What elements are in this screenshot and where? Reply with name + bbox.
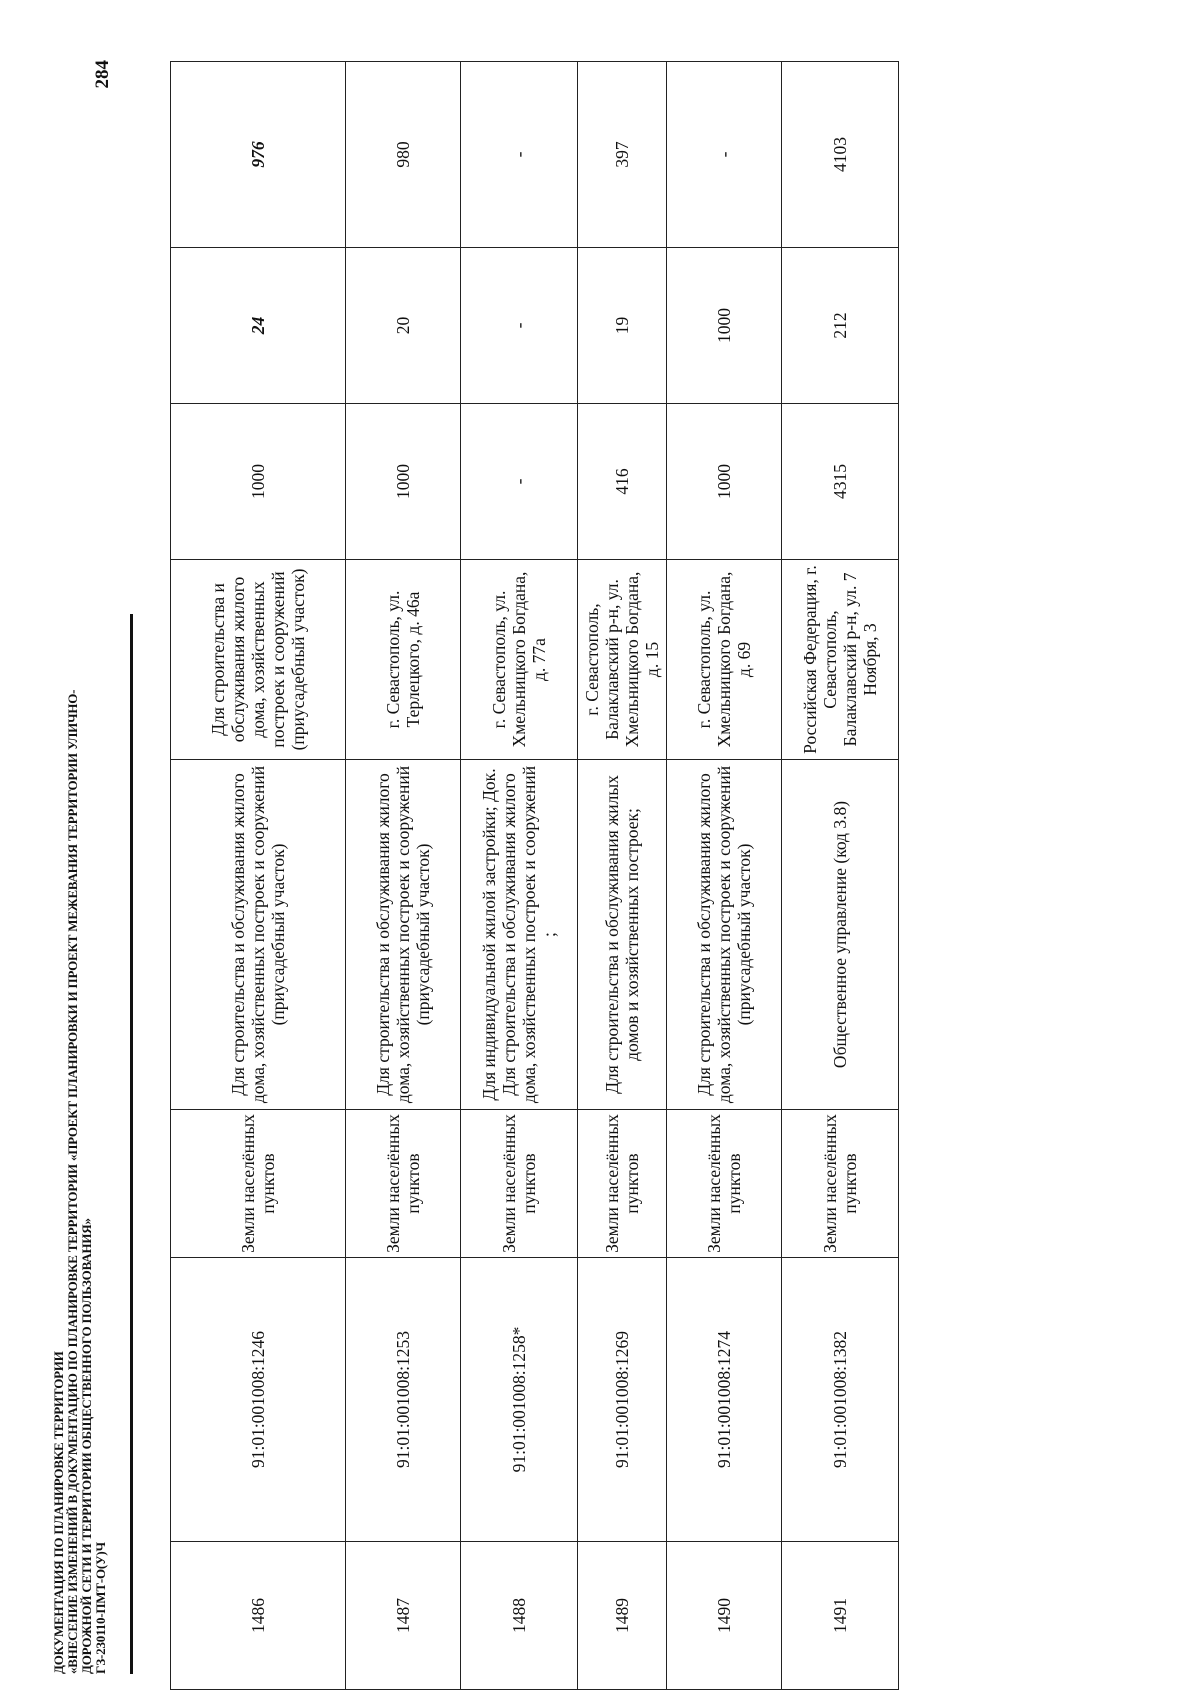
- cell-land-category: Земли населённых пунктов: [578, 1110, 667, 1258]
- cell-area-part: 212: [782, 248, 899, 404]
- cell-area-total: 1000: [667, 404, 782, 560]
- cell-number: 1486: [171, 1542, 346, 1690]
- cell-cadastral-number: 91:01:001008:1269: [578, 1258, 667, 1542]
- cell-address: г. Севастополь, ул. Терлецкого, д. 46а: [346, 560, 461, 760]
- cell-address: Для строительства и обслуживания жилого дома, хозяйственных построек и сооружений (приусадебный участок): [171, 560, 346, 760]
- cell-area-total: 1000: [171, 404, 346, 560]
- cell-number: 1488: [461, 1542, 578, 1690]
- cell-address: г. Севастополь, Балаклавский р-н, ул. Хмельницкого Богдана, д. 15: [578, 560, 667, 760]
- cell-area-remaining: 4103: [782, 62, 899, 248]
- cell-cadastral-number: 91:01:001008:1258*: [461, 1258, 578, 1542]
- table-row: [171, 62, 346, 1690]
- table-row: [578, 62, 667, 1690]
- cell-area-part: 20: [346, 248, 461, 404]
- cell-area-remaining: 397: [578, 62, 667, 248]
- table-row: [667, 62, 782, 1690]
- cell-area-total: 4315: [782, 404, 899, 560]
- header-line-4: ГЗ-230110-ПМТ-О(У)Ч: [93, 1542, 108, 1674]
- cell-address: г. Севастополь, ул. Хмельницкого Богдана, д. 69: [667, 560, 782, 760]
- cell-land-category: Земли населённых пунктов: [782, 1110, 899, 1258]
- cell-permitted-use: Для строительства и обслуживания жилых домов и хозяйственных построек;: [578, 760, 667, 1110]
- cell-cadastral-number: 91:01:001008:1253: [346, 1258, 461, 1542]
- cell-number: 1487: [346, 1542, 461, 1690]
- cell-cadastral-number: 91:01:001008:1274: [667, 1258, 782, 1542]
- cell-area-total: 416: [578, 404, 667, 560]
- cell-number: 1490: [667, 1542, 782, 1690]
- cell-permitted-use: Для индивидуальной жилой застройки; Док. Для строительства и обслуживания жилого дома, хозяйственных построек и сооружений ;: [461, 760, 578, 1110]
- page-number: 284: [92, 60, 113, 89]
- header-line-3: ДОРОЖНОЙ СЕТИ И ТЕРРИТОРИИ ОБЩЕСТВЕННОГО ПОЛЬЗОВАНИЯ»: [79, 1218, 94, 1674]
- cell-area-remaining: 980: [346, 62, 461, 248]
- cell-area-part: 24: [171, 248, 346, 404]
- cell-land-category: Земли населённых пунктов: [667, 1110, 782, 1258]
- cell-land-category: Земли населённых пунктов: [461, 1110, 578, 1258]
- table-row: [346, 62, 461, 1690]
- land-plot-table: [170, 61, 899, 1690]
- cell-address: Российская Федерация, г. Севастополь, Балаклавский р-н, ул. 7 Ноября, 3: [782, 560, 899, 760]
- cell-number: 1489: [578, 1542, 667, 1690]
- header-line-2: «ВНЕСЕНИЕ ИЗМЕНЕНИЙ В ДОКУМЕНТАЦИЮ ПО ПЛАНИРОВКЕ ТЕРРИТОРИИ «ПРОЕКТ ПЛАНИРОВКИ И ПРОЕКТ МЕЖЕВАНИЯ ТЕРРИТОРИИ УЛИЧНО-: [65, 689, 80, 1674]
- table-row: [782, 62, 899, 1690]
- cell-area-total: 1000: [346, 404, 461, 560]
- cell-area-part: 19: [578, 248, 667, 404]
- cell-permitted-use: Для строительства и обслуживания жилого дома, хозяйственных построек и сооружений (приусадебный участок): [667, 760, 782, 1110]
- cell-area-remaining: -: [461, 62, 578, 248]
- header-line-1: ДОКУМЕНТАЦИЯ ПО ПЛАНИРОВКЕ ТЕРРИТОРИИ: [51, 1351, 66, 1674]
- cell-area-part: -: [461, 248, 578, 404]
- cell-area-remaining: 976: [171, 62, 346, 248]
- cell-area-remaining: -: [667, 62, 782, 248]
- cell-address: г. Севастополь, ул. Хмельницкого Богдана, д. 77а: [461, 560, 578, 760]
- cell-permitted-use: Для строительства и обслуживания жилого дома, хозяйственных построек и сооружений (приусадебный участок): [346, 760, 461, 1110]
- cell-number: 1491: [782, 1542, 899, 1690]
- cell-area-part: 1000: [667, 248, 782, 404]
- header-divider: [130, 614, 133, 1674]
- cell-land-category: Земли населённых пунктов: [171, 1110, 346, 1258]
- cell-permitted-use: Общественное управление (код 3.8): [782, 760, 899, 1110]
- cell-area-total: -: [461, 404, 578, 560]
- cell-cadastral-number: 91:01:001008:1382: [782, 1258, 899, 1542]
- cell-permitted-use: Для строительства и обслуживания жилого дома, хозяйственных построек и сооружений (приусадебный участок): [171, 760, 346, 1110]
- cell-cadastral-number: 91:01:001008:1246: [171, 1258, 346, 1542]
- document-header: [52, 474, 108, 1674]
- table-row: [461, 62, 578, 1690]
- cell-land-category: Земли населённых пунктов: [346, 1110, 461, 1258]
